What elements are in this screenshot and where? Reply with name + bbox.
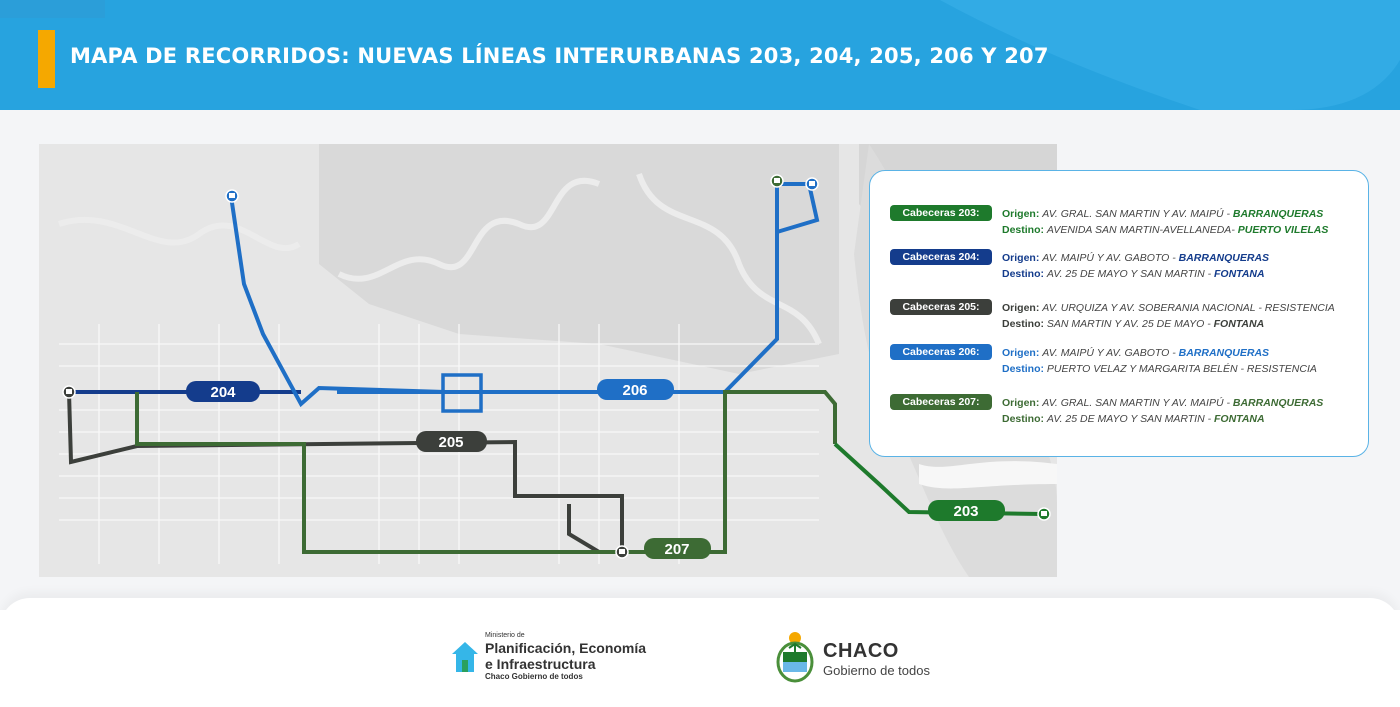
house-icon: [450, 640, 480, 674]
header-banner: [0, 0, 1400, 110]
route-label-207[interactable]: [644, 538, 711, 559]
dest-city: FONTANA: [1214, 413, 1265, 425]
route-label-205[interactable]: [416, 431, 487, 452]
route-label-203[interactable]: [928, 500, 1005, 521]
route-legend: [869, 170, 1369, 457]
badge-207: Cabeceras 207:: [890, 394, 992, 410]
dest-city: FONTANA: [1213, 318, 1265, 330]
footer: [0, 610, 1400, 707]
dest-value: AV. 25 DE MAYO Y SAN MARTIN -: [1046, 268, 1212, 280]
bus-stop-icon[interactable]: [616, 546, 628, 558]
badge-204: Cabeceras 204:: [890, 249, 992, 265]
origin-key: Origen:: [1002, 397, 1040, 409]
dest-key: Destino:: [1002, 224, 1044, 236]
bus-stop-icon[interactable]: [1038, 508, 1050, 520]
dest-key: Destino:: [1002, 318, 1044, 330]
bus-stop-icon[interactable]: [226, 190, 238, 202]
chaco-shield-icon: [775, 630, 815, 684]
svg-text:206: 206: [622, 382, 648, 399]
chaco-logo: [775, 630, 975, 686]
ministry-line-2: e Infraestructura: [485, 656, 596, 672]
origin-city: BARRANQUERAS: [1178, 252, 1270, 264]
ministry-label: Ministerio de: [485, 632, 525, 639]
ministry-name: [485, 640, 646, 672]
origin-value: AV. GRAL. SAN MARTIN Y AV. MAIPÚ -: [1042, 397, 1230, 409]
chaco-name: CHACO: [823, 640, 899, 662]
dest-value: SAN MARTIN Y AV. 25 DE MAYO -: [1046, 318, 1211, 330]
origin-key: Origen:: [1002, 252, 1040, 264]
badge-203: Cabeceras 203:: [890, 205, 992, 221]
route-label-206[interactable]: [597, 379, 674, 400]
bus-stop-icon[interactable]: [806, 178, 818, 190]
origin-city: BARRANQUERAS: [1232, 208, 1324, 220]
dest-key: Destino:: [1002, 413, 1044, 425]
svg-text:207: 207: [664, 541, 690, 558]
badge-205: Cabeceras 205:: [890, 299, 992, 315]
origin-key: Origen:: [1002, 347, 1040, 359]
dest-city: PUERTO VILELAS: [1237, 224, 1329, 236]
bus-stop-icon[interactable]: [63, 386, 75, 398]
dest-value: PUERTO VELAZ Y MARGARITA BELÉN - RESISTENCIA: [1046, 363, 1317, 375]
ministry-logo: [450, 632, 690, 682]
page-title: MAPA DE RECORRIDOS: NUEVAS LÍNEAS INTERURBANAS 203, 204, 205, 206 Y 207: [70, 44, 1049, 68]
origin-key: Origen:: [1002, 302, 1040, 314]
svg-text:204: 204: [210, 384, 236, 401]
origin-city: BARRANQUERAS: [1232, 397, 1324, 409]
origin-value: AV. URQUIZA Y AV. SOBERANIA NACIONAL - RESISTENCIA: [1042, 302, 1335, 314]
dest-value: AVENIDA SAN MARTIN-AVELLANEDA-: [1046, 224, 1235, 236]
badge-206: Cabeceras 206:: [890, 344, 992, 360]
bus-stop-icon[interactable]: [771, 175, 783, 187]
chaco-subtitle: Gobierno de todos: [823, 663, 930, 678]
route-label-204[interactable]: [186, 381, 260, 402]
origin-value: AV. MAIPÚ Y AV. GABOTO -: [1042, 252, 1176, 264]
ministry-subtitle: Chaco Gobierno de todos: [485, 672, 583, 681]
header-accent-bar: [38, 30, 55, 88]
origin-value: AV. MAIPÚ Y AV. GABOTO -: [1042, 347, 1176, 359]
dest-city: FONTANA: [1214, 268, 1265, 280]
dest-key: Destino:: [1002, 268, 1044, 280]
origin-city: BARRANQUERAS: [1178, 347, 1270, 359]
ministry-line-1: Planificación, Economía: [485, 640, 647, 656]
svg-text:205: 205: [438, 434, 464, 451]
origin-key: Origen:: [1002, 208, 1040, 220]
svg-text:203: 203: [953, 503, 979, 520]
dest-value: AV. 25 DE MAYO Y SAN MARTIN -: [1046, 413, 1212, 425]
dest-key: Destino:: [1002, 363, 1044, 375]
origin-value: AV. GRAL. SAN MARTIN Y AV. MAIPÚ -: [1042, 208, 1230, 220]
